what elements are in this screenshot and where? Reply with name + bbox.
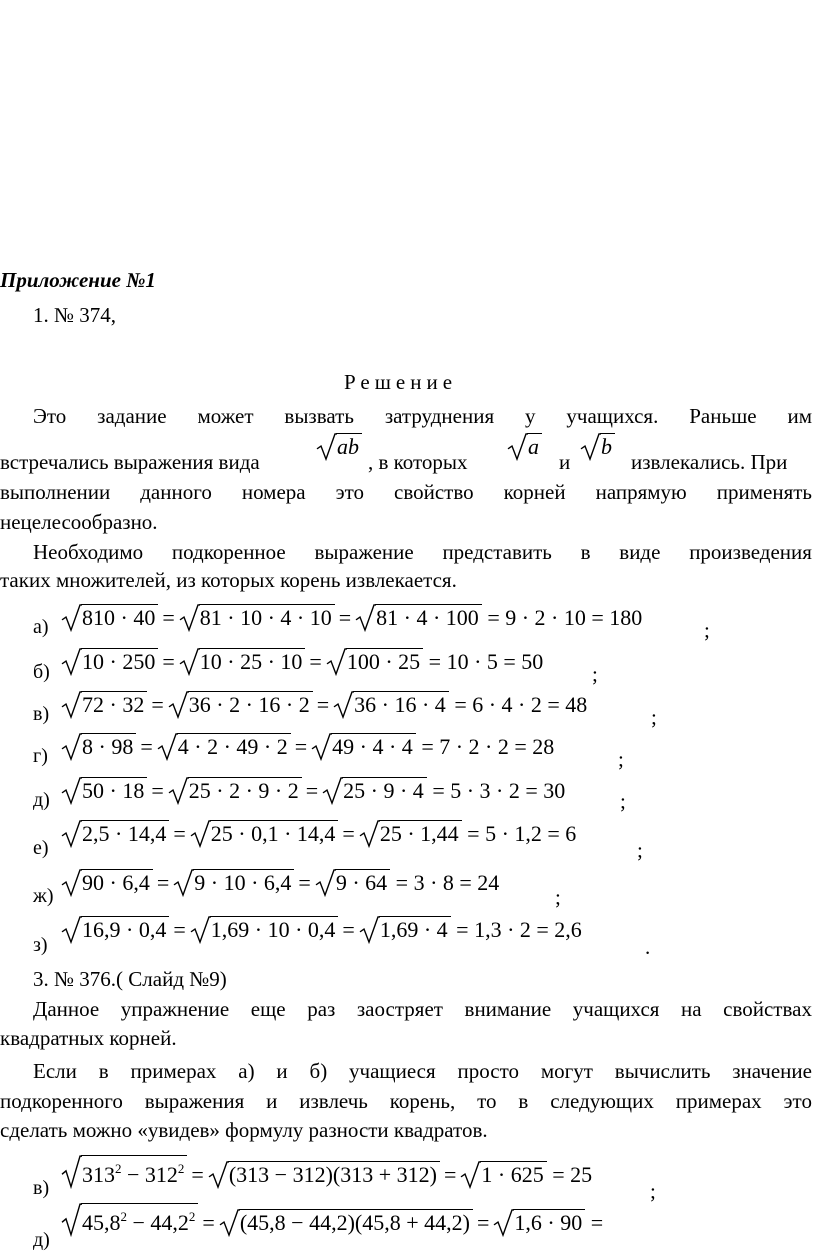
example-label: д): [33, 789, 50, 811]
para1-line2c: и: [559, 450, 571, 474]
radical-1: 16,9 · 0,4: [61, 916, 169, 944]
word: представить: [442, 540, 552, 564]
word: виде: [619, 540, 661, 564]
example-result: =: [590, 1210, 604, 1235]
example-label: г): [33, 745, 48, 767]
word: внимание: [464, 997, 552, 1021]
example-expression: 10 · 250 = 10 · 25 · 10 = 100 · 25 = 10 · 5 = 50: [61, 648, 543, 676]
example-result: = 5 · 3 · 2 = 30: [432, 778, 566, 803]
example-expression: 810 · 40 = 81 · 10 · 4 · 10 = 81 · 4 · 100 = 9 · 2 · 10 = 180: [61, 604, 642, 632]
exponent: 2: [188, 1209, 196, 1224]
sqrt-ab: [316, 433, 362, 461]
word: свойствах: [723, 997, 812, 1021]
example-result: = 10 · 5 = 50: [428, 649, 544, 674]
example-label: в): [33, 1177, 50, 1199]
example-expression: $313^2 - 312^2 = (313 - 312)(313 + 312) = 1 \cdot 625 = 25$: [61, 1155, 592, 1189]
example-end: ;: [555, 885, 561, 909]
exponent: 2: [115, 1161, 122, 1176]
example-result: = 3 · 8 = 24: [395, 870, 500, 895]
radical-3: 1,6 · 90: [493, 1209, 585, 1237]
para4-line3: сделать можно «увидев» формулу разности квадратов.: [0, 1118, 488, 1142]
radical-1: $45,8^2 - 44,2^2$: [61, 1203, 198, 1237]
example-label: б): [33, 661, 50, 683]
word: в: [580, 540, 591, 564]
sqrt-ab-radicand: ab: [316, 433, 362, 461]
para1-line1: [0, 404, 812, 429]
radical-1: 810 · 40: [61, 604, 158, 632]
radical-2: 1,69 · 10 · 0,4: [190, 916, 339, 944]
example-end: ;: [704, 618, 710, 642]
word: свойство: [394, 480, 474, 504]
task-number-374: 1. № 374,: [33, 303, 117, 327]
example-label: ж): [33, 885, 54, 907]
word: на: [681, 997, 702, 1021]
word: раз: [307, 997, 336, 1021]
radical-1: 8 · 98: [61, 733, 136, 761]
example-result: = 9 · 2 · 10 = 180: [487, 605, 643, 630]
radical-2: 25 · 2 · 9 · 2: [168, 777, 302, 805]
word: еще: [250, 997, 286, 1021]
word: примерах: [130, 1059, 217, 1083]
word: Это: [33, 404, 67, 428]
example-end: ;: [637, 838, 643, 862]
radical-3: 1 · 625: [460, 1161, 546, 1189]
para1-line2a: встречались выражения вида: [0, 450, 260, 474]
para2-line1: [0, 540, 812, 565]
example-result: = 7 · 2 · 2 = 28: [421, 734, 555, 759]
radical-1: 72 · 32: [61, 691, 147, 719]
word: просто: [457, 1059, 519, 1083]
example-expression: 2,5 · 14,4 = 25 · 0,1 · 14,4 = 25 · 1,44 = 5 · 1,2 = 6: [61, 820, 576, 848]
radical-2: 25 · 0,1 · 14,4: [190, 820, 339, 848]
radical-3: 100 · 25: [326, 648, 423, 676]
para1-line3: [0, 480, 812, 505]
word: вызвать: [284, 404, 354, 428]
word: следующих: [550, 1089, 654, 1113]
radical-3: 81 · 4 · 100: [355, 604, 482, 632]
sqrt-b: [580, 433, 615, 461]
radical-2: 4 · 2 · 49 · 2: [157, 733, 291, 761]
word: выражение: [314, 540, 414, 564]
word: применять: [716, 480, 812, 504]
word: произведения: [689, 540, 812, 564]
word: Если: [33, 1059, 77, 1083]
example-expression: 90 · 6,4 = 9 · 10 · 6,4 = 9 · 64 = 3 · 8 = 24: [61, 869, 499, 897]
word: задание: [97, 404, 167, 428]
word: подкоренное: [171, 540, 286, 564]
task-number-376: 3. № 376.( Слайд №9): [33, 967, 227, 991]
example-label: е): [33, 837, 49, 859]
sqrt-b-radicand: b: [580, 433, 615, 461]
example-result: = 1,3 · 2 = 2,6: [456, 917, 582, 942]
radical-3: 9 · 64: [315, 869, 390, 897]
word: в: [518, 1089, 529, 1113]
word: подкоренного: [0, 1089, 123, 1113]
example-label: д): [33, 1229, 50, 1251]
word: и: [266, 1089, 278, 1113]
example-label: в): [33, 703, 50, 725]
example-end: ;: [592, 662, 598, 686]
word: данного: [140, 480, 212, 504]
example-end: ;: [651, 705, 657, 729]
word: Данное: [33, 997, 100, 1021]
example-result: = 5 · 1,2 = 6: [467, 821, 577, 846]
example-expression: 16,9 · 0,4 = 1,69 · 10 · 0,4 = 1,69 · 4 = 1,3 · 2 = 2,6: [61, 916, 582, 944]
base-b: 44,2: [150, 1210, 189, 1235]
exponent: 2: [177, 1161, 185, 1176]
para1-line2b: , в которых: [368, 450, 468, 474]
para3-line1: [0, 997, 812, 1022]
word: в: [98, 1059, 109, 1083]
para4-line1: [0, 1059, 812, 1084]
word: это: [783, 1089, 812, 1113]
para1-line4: нецелесообразно.: [0, 510, 158, 534]
solution-title: Решение: [344, 370, 458, 394]
para1-line2d: извлекались. При: [631, 450, 788, 474]
word: корень,: [389, 1089, 456, 1113]
radical-3: 49 · 4 · 4: [311, 733, 416, 761]
word: учащихся.: [566, 404, 659, 428]
word: упражнение: [120, 997, 230, 1021]
example-end: ;: [650, 1179, 656, 1203]
word: выполнении: [0, 480, 111, 504]
word: у: [525, 404, 536, 428]
radical-2: 9 · 10 · 6,4: [173, 869, 294, 897]
radical-2: 81 · 10 · 4 · 10: [179, 604, 335, 632]
example-label: а): [33, 616, 49, 638]
example-expression: 72 · 32 = 36 · 2 · 16 · 2 = 36 · 16 · 4 = 6 · 4 · 2 = 48: [61, 691, 587, 719]
word: напрямую: [595, 480, 687, 504]
radical-3: 25 · 9 · 4: [322, 777, 427, 805]
exponent: 2: [120, 1209, 127, 1224]
base-a: 45,8: [82, 1210, 121, 1235]
base-b: 312: [144, 1162, 178, 1187]
word: им: [787, 404, 812, 428]
para3-line2: квадратных корней.: [0, 1026, 177, 1050]
word: вычислить: [614, 1059, 711, 1083]
example-result: = 6 · 4 · 2 = 48: [454, 692, 588, 717]
example-expression: $45,8^2 - 44,2^2 = (45,8 - 44,2)(45,8 + 44,2) = 1,6 \cdot 90$ =: [61, 1203, 603, 1237]
word: выражения: [144, 1089, 245, 1113]
radical-3: 36 · 16 · 4: [333, 691, 449, 719]
word: учащихся: [572, 997, 660, 1021]
word: учащиеся: [349, 1059, 436, 1083]
word: б): [309, 1059, 328, 1083]
word: заостряет: [356, 997, 443, 1021]
radical-1: 90 · 6,4: [61, 869, 153, 897]
example-expression: 8 · 98 = 4 · 2 · 49 · 2 = 49 · 4 · 4 = 7 · 2 · 2 = 28: [61, 733, 554, 761]
radical-2: 10 · 25 · 10: [179, 648, 306, 676]
radical-2: (313 − 312)(313 + 312): [208, 1161, 440, 1189]
base-a: 313: [82, 1162, 115, 1187]
example-label: з): [33, 934, 48, 956]
example-expression: 50 · 18 = 25 · 2 · 9 · 2 = 25 · 9 · 4 = 5 · 3 · 2 = 30: [61, 777, 565, 805]
word: могут: [540, 1059, 593, 1083]
para4-line2: [0, 1089, 812, 1114]
word: может: [197, 404, 254, 428]
radical-1: 2,5 · 14,4: [61, 820, 169, 848]
radical-2: (45,8 − 44,2)(45,8 + 44,2): [219, 1209, 473, 1237]
word: номера: [241, 480, 306, 504]
para2-line2: таких множителей, из которых корень извлекается.: [0, 568, 457, 592]
radical-1: 10 · 250: [61, 648, 158, 676]
radical-3: 25 · 1,44: [359, 820, 462, 848]
example-result: = 25: [552, 1162, 593, 1187]
word: это: [335, 480, 365, 504]
word: то: [477, 1089, 497, 1113]
word: Необходимо: [33, 540, 144, 564]
example-end: ;: [618, 747, 624, 771]
word: затруднения: [384, 404, 495, 428]
word: а): [238, 1059, 255, 1083]
word: примерах: [675, 1089, 762, 1113]
word: Раньше: [689, 404, 757, 428]
radical-1: $313^2 - 312^2$: [61, 1155, 187, 1189]
word: значение: [732, 1059, 812, 1083]
sqrt-a: [507, 433, 542, 461]
word: извлечь: [299, 1089, 368, 1113]
word: корней: [503, 480, 566, 504]
radical-3: 1,69 · 4: [359, 916, 451, 944]
example-end: .: [645, 935, 651, 959]
radical-2: 36 · 2 · 16 · 2: [168, 691, 313, 719]
radical-1: 50 · 18: [61, 777, 147, 805]
appendix-heading: Приложение №1: [0, 268, 156, 292]
example-end: ;: [620, 789, 626, 813]
word: и: [276, 1059, 288, 1083]
sqrt-a-radicand: a: [507, 433, 542, 461]
